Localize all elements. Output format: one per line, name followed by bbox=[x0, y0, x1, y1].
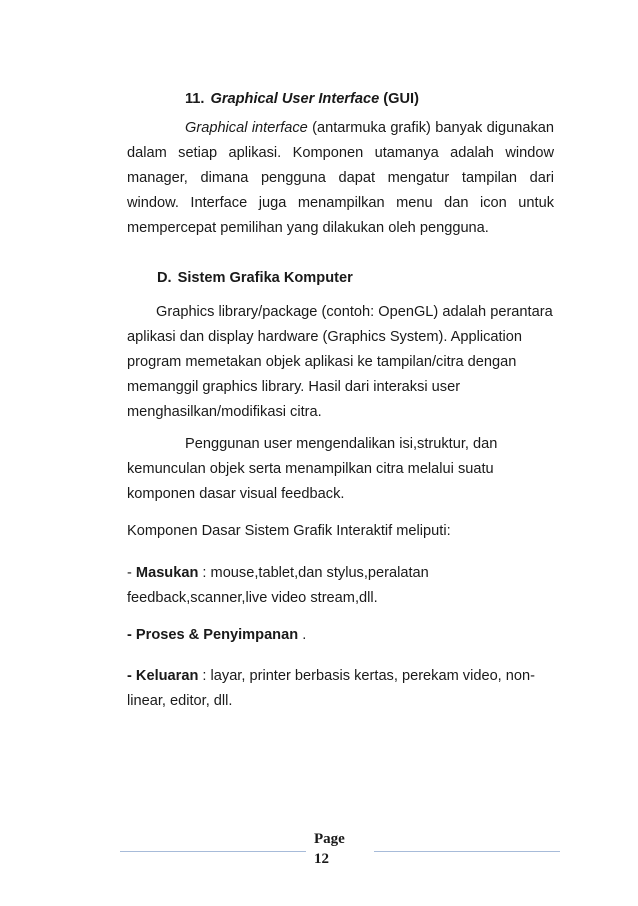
footer-rule-right bbox=[374, 851, 560, 852]
item-text: . bbox=[298, 627, 307, 643]
item-text: : layar, printer berbasis kertas, perekam video, non-linear, editor, dll. bbox=[127, 668, 535, 709]
section-d-heading bbox=[157, 266, 557, 291]
components-intro: Komponen Dasar Sistem Grafik Interaktif meliputi: bbox=[127, 523, 451, 539]
section-11-heading bbox=[185, 87, 565, 112]
item-text: : mouse,tablet,dan stylus,peralatan feedback,scanner,live video stream,dll. bbox=[127, 565, 429, 606]
section-11-number: 11. bbox=[185, 91, 205, 107]
component-item-masukan bbox=[127, 561, 554, 611]
component-item-keluaran bbox=[127, 664, 554, 714]
item-label: - Keluaran bbox=[127, 668, 199, 684]
page-number bbox=[314, 829, 374, 869]
section-11-para-lead: Graphical interface bbox=[185, 120, 308, 136]
section-11-title: Graphical User Interface bbox=[210, 91, 380, 107]
section-d-paragraph-1: Graphics library/package (contoh: OpenGL) adalah perantara aplikasi dan display hardware (Graphics System). Application program memetakan objek aplikasi ke tampilan/citra dengan memanggil graphics library. Hasil dari interaksi user menghasilkan/modifikasi citra. bbox=[127, 304, 553, 420]
section-11-para-text: (antarmuka grafik) banyak digunakan dalam setiap aplikasi. Komponen utamanya adalah window manager, dimana pengguna dapat mengatur tampilan dari window. Interface juga menampilkan menu dan icon untuk mempercepat pemilihan yang dilakukan oleh pengguna. bbox=[127, 120, 554, 236]
footer-rule-left bbox=[120, 851, 306, 852]
section-11-paragraph bbox=[127, 116, 554, 241]
page-label: Page bbox=[314, 831, 345, 847]
item-label: Masukan bbox=[135, 565, 199, 581]
component-item-proses bbox=[127, 623, 554, 648]
section-d-title: Sistem Grafika Komputer bbox=[177, 270, 353, 286]
section-11-title-suffix: (GUI) bbox=[383, 91, 419, 107]
item-prefix: - bbox=[127, 565, 136, 581]
section-d-letter: D. bbox=[157, 270, 172, 286]
page-number-value: 12 bbox=[314, 851, 329, 867]
item-label: - Proses & Penyimpanan bbox=[127, 627, 299, 643]
section-d-paragraph-2: Penggunan user mengendalikan isi,struktur, dan kemunculan objek serta menampilkan citra melalui suatu komponen dasar visual feedback. bbox=[127, 436, 498, 502]
